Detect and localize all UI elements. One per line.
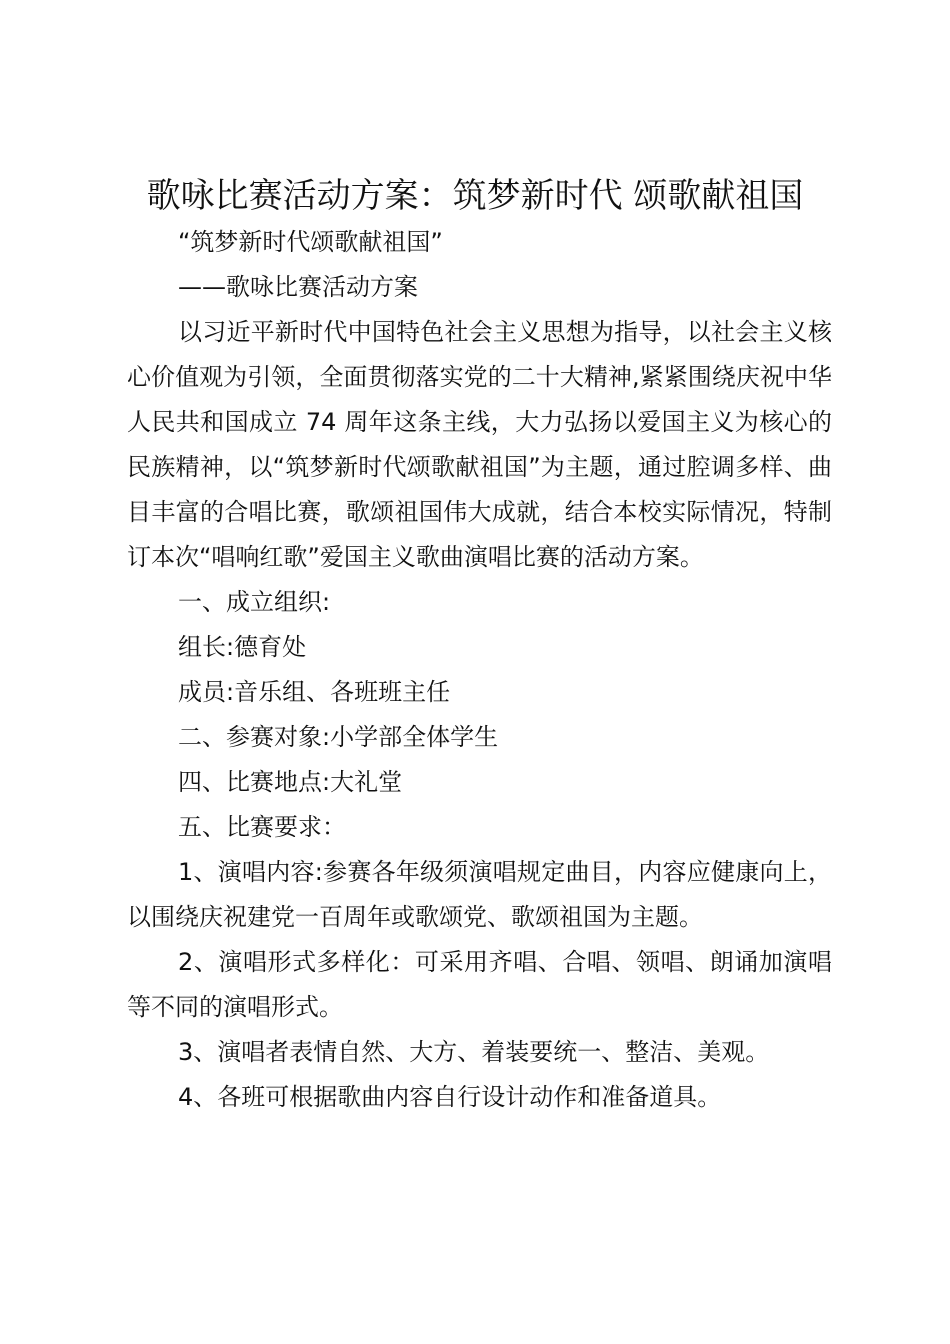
requirement-item: 1、演唱内容:参赛各年级须演唱规定曲目，内容应健康向上，以围绕庆祝建党一百周年或歌颂党、歌颂祖国为主题。 xyxy=(127,858,832,931)
requirement-item: 3、演唱者表情自然、大方、着装要统一、整洁、美观。 xyxy=(178,1038,770,1066)
document-body xyxy=(127,220,832,1120)
organization-members: 成员:音乐组、各班班主任 xyxy=(178,678,451,706)
section-participants: 二、参赛对象:小学部全体学生 xyxy=(178,723,499,751)
organization-leader: 组长:德育处 xyxy=(178,633,307,661)
requirement-item: 2、演唱形式多样化：可采用齐唱、合唱、领唱、朗诵加演唱等不同的演唱形式。 xyxy=(127,948,832,1021)
requirement-item: 4、各班可根据歌曲内容自行设计动作和准备道具。 xyxy=(178,1083,722,1111)
intro-paragraph: 以习近平新时代中国特色社会主义思想为指导，以社会主义核心价值观为引领，全面贯彻落实党的二十大精神,紧紧围绕庆祝中华人民共和国成立 74 周年这条主线，大力弘扬以爱国主义为核心的民族精神，以“筑梦新时代颂歌献祖国”为主题，通过腔调多样、曲目丰富的合唱比赛，歌颂祖国伟大成就，结合本校实际情况，特制订本次“唱响红歌”爱国主义歌曲演唱比赛的活动方案。 xyxy=(127,318,832,571)
document-title: 歌咏比赛活动方案：筑梦新时代 颂歌献祖国 xyxy=(146,176,804,216)
section-venue: 四、比赛地点:大礼堂 xyxy=(178,768,403,796)
section-heading-requirements: 五、比赛要求： xyxy=(178,813,346,841)
section-heading-organization: 一、成立组织: xyxy=(178,588,331,616)
theme-line: “筑梦新时代颂歌献祖国” xyxy=(178,228,443,256)
subtitle-line: ——歌咏比赛活动方案 xyxy=(178,273,418,301)
